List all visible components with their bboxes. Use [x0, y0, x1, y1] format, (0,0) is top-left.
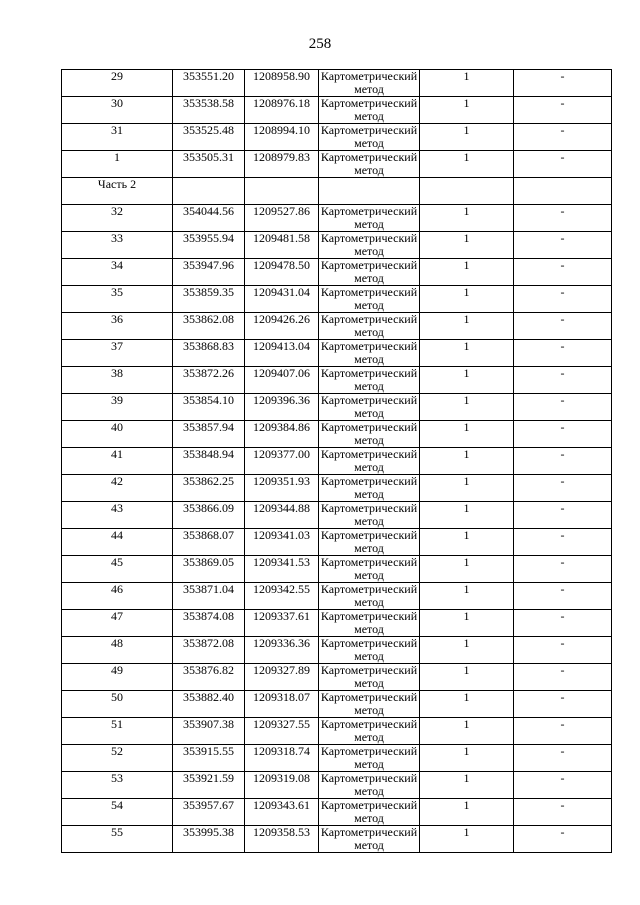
x-coordinate-cell: 353525.48: [173, 124, 245, 151]
note-cell: -: [514, 664, 612, 691]
accuracy-cell: 1: [420, 637, 514, 664]
empty-cell: [514, 178, 612, 205]
table-row: [62, 772, 612, 799]
accuracy-cell: 1: [420, 610, 514, 637]
point-number-cell: 53: [62, 772, 173, 799]
table-row: [62, 637, 612, 664]
x-coordinate-cell: 353868.07: [173, 529, 245, 556]
method-cell: Картометрический метод: [319, 664, 420, 691]
point-number-cell: 47: [62, 610, 173, 637]
note-cell: -: [514, 367, 612, 394]
point-number-cell: 39: [62, 394, 173, 421]
accuracy-cell: 1: [420, 475, 514, 502]
method-cell: Картометрический метод: [319, 151, 420, 178]
note-cell: -: [514, 205, 612, 232]
note-cell: -: [514, 799, 612, 826]
part-header-row: [62, 178, 612, 205]
empty-cell: [319, 178, 420, 205]
y-coordinate-cell: 1209431.04: [245, 286, 319, 313]
x-coordinate-cell: 353915.55: [173, 745, 245, 772]
x-coordinate-cell: 353882.40: [173, 691, 245, 718]
y-coordinate-cell: 1209384.86: [245, 421, 319, 448]
table-row: [62, 448, 612, 475]
table-row: [62, 664, 612, 691]
method-cell: Картометрический метод: [319, 286, 420, 313]
y-coordinate-cell: 1209377.00: [245, 448, 319, 475]
point-number-cell: 42: [62, 475, 173, 502]
point-number-cell: 32: [62, 205, 173, 232]
point-number-cell: 41: [62, 448, 173, 475]
method-cell: Картометрический метод: [319, 232, 420, 259]
note-cell: -: [514, 286, 612, 313]
x-coordinate-cell: 353848.94: [173, 448, 245, 475]
note-cell: -: [514, 340, 612, 367]
method-cell: Картометрический метод: [319, 826, 420, 853]
coordinates-table: [61, 69, 612, 853]
note-cell: -: [514, 583, 612, 610]
note-cell: -: [514, 313, 612, 340]
table-row: [62, 556, 612, 583]
x-coordinate-cell: 353862.08: [173, 313, 245, 340]
y-coordinate-cell: 1208976.18: [245, 97, 319, 124]
method-cell: Картометрический метод: [319, 97, 420, 124]
x-coordinate-cell: 353868.83: [173, 340, 245, 367]
accuracy-cell: 1: [420, 718, 514, 745]
point-number-cell: 45: [62, 556, 173, 583]
note-cell: -: [514, 259, 612, 286]
note-cell: -: [514, 718, 612, 745]
method-cell: Картометрический метод: [319, 70, 420, 97]
point-number-cell: 48: [62, 637, 173, 664]
y-coordinate-cell: 1209318.74: [245, 745, 319, 772]
y-coordinate-cell: 1209336.36: [245, 637, 319, 664]
y-coordinate-cell: 1209341.53: [245, 556, 319, 583]
point-number-cell: 44: [62, 529, 173, 556]
y-coordinate-cell: 1209351.93: [245, 475, 319, 502]
method-cell: Картометрический метод: [319, 745, 420, 772]
accuracy-cell: 1: [420, 70, 514, 97]
accuracy-cell: 1: [420, 529, 514, 556]
table-row: [62, 421, 612, 448]
accuracy-cell: 1: [420, 124, 514, 151]
note-cell: -: [514, 70, 612, 97]
note-cell: -: [514, 529, 612, 556]
x-coordinate-cell: 353995.38: [173, 826, 245, 853]
method-cell: Картометрический метод: [319, 340, 420, 367]
x-coordinate-cell: 353921.59: [173, 772, 245, 799]
method-cell: Картометрический метод: [319, 772, 420, 799]
x-coordinate-cell: 353907.38: [173, 718, 245, 745]
table-row: [62, 97, 612, 124]
accuracy-cell: 1: [420, 205, 514, 232]
x-coordinate-cell: 354044.56: [173, 205, 245, 232]
note-cell: -: [514, 502, 612, 529]
y-coordinate-cell: 1209327.55: [245, 718, 319, 745]
y-coordinate-cell: 1209396.36: [245, 394, 319, 421]
point-number-cell: 31: [62, 124, 173, 151]
accuracy-cell: 1: [420, 799, 514, 826]
point-number-cell: 55: [62, 826, 173, 853]
empty-cell: [173, 178, 245, 205]
table-row: [62, 745, 612, 772]
note-cell: -: [514, 772, 612, 799]
y-coordinate-cell: 1208979.83: [245, 151, 319, 178]
x-coordinate-cell: 353551.20: [173, 70, 245, 97]
x-coordinate-cell: 353857.94: [173, 421, 245, 448]
table-row: [62, 826, 612, 853]
accuracy-cell: 1: [420, 502, 514, 529]
method-cell: Картометрический метод: [319, 691, 420, 718]
point-number-cell: 49: [62, 664, 173, 691]
x-coordinate-cell: 353859.35: [173, 286, 245, 313]
accuracy-cell: 1: [420, 691, 514, 718]
y-coordinate-cell: 1209342.55: [245, 583, 319, 610]
accuracy-cell: 1: [420, 664, 514, 691]
note-cell: -: [514, 448, 612, 475]
method-cell: Картометрический метод: [319, 583, 420, 610]
table-row: [62, 529, 612, 556]
y-coordinate-cell: 1209413.04: [245, 340, 319, 367]
table-row: [62, 718, 612, 745]
table-row: [62, 394, 612, 421]
y-coordinate-cell: 1209481.58: [245, 232, 319, 259]
accuracy-cell: 1: [420, 232, 514, 259]
method-cell: Картометрический метод: [319, 475, 420, 502]
y-coordinate-cell: 1209358.53: [245, 826, 319, 853]
table-row: [62, 691, 612, 718]
note-cell: -: [514, 232, 612, 259]
note-cell: -: [514, 421, 612, 448]
point-number-cell: 1: [62, 151, 173, 178]
method-cell: Картометрический метод: [319, 367, 420, 394]
accuracy-cell: 1: [420, 151, 514, 178]
accuracy-cell: 1: [420, 583, 514, 610]
accuracy-cell: 1: [420, 340, 514, 367]
note-cell: -: [514, 124, 612, 151]
note-cell: -: [514, 745, 612, 772]
table-row: [62, 259, 612, 286]
note-cell: -: [514, 610, 612, 637]
accuracy-cell: 1: [420, 556, 514, 583]
point-number-cell: 36: [62, 313, 173, 340]
point-number-cell: 52: [62, 745, 173, 772]
x-coordinate-cell: 353538.58: [173, 97, 245, 124]
accuracy-cell: 1: [420, 448, 514, 475]
point-number-cell: 46: [62, 583, 173, 610]
y-coordinate-cell: 1209318.07: [245, 691, 319, 718]
table-row: [62, 583, 612, 610]
method-cell: Картометрический метод: [319, 718, 420, 745]
accuracy-cell: 1: [420, 421, 514, 448]
table-row: [62, 502, 612, 529]
coordinates-table-body: [62, 70, 612, 853]
point-number-cell: 30: [62, 97, 173, 124]
point-number-cell: 34: [62, 259, 173, 286]
x-coordinate-cell: 353505.31: [173, 151, 245, 178]
table-row: [62, 313, 612, 340]
method-cell: Картометрический метод: [319, 610, 420, 637]
accuracy-cell: 1: [420, 394, 514, 421]
page-number: 258: [308, 36, 332, 52]
table-row: [62, 70, 612, 97]
method-cell: Картометрический метод: [319, 124, 420, 151]
table-row: [62, 205, 612, 232]
point-number-cell: 54: [62, 799, 173, 826]
y-coordinate-cell: 1209319.08: [245, 772, 319, 799]
table-row: [62, 124, 612, 151]
note-cell: -: [514, 637, 612, 664]
empty-cell: [420, 178, 514, 205]
table-row: [62, 340, 612, 367]
method-cell: Картометрический метод: [319, 556, 420, 583]
method-cell: Картометрический метод: [319, 529, 420, 556]
accuracy-cell: 1: [420, 826, 514, 853]
table-row: [62, 475, 612, 502]
method-cell: Картометрический метод: [319, 637, 420, 664]
method-cell: Картометрический метод: [319, 259, 420, 286]
method-cell: Картометрический метод: [319, 313, 420, 340]
note-cell: -: [514, 151, 612, 178]
accuracy-cell: 1: [420, 259, 514, 286]
empty-cell: [245, 178, 319, 205]
method-cell: Картометрический метод: [319, 421, 420, 448]
note-cell: -: [514, 826, 612, 853]
table-row: [62, 232, 612, 259]
y-coordinate-cell: 1209327.89: [245, 664, 319, 691]
method-cell: Картометрический метод: [319, 394, 420, 421]
point-number-cell: 50: [62, 691, 173, 718]
method-cell: Картометрический метод: [319, 205, 420, 232]
y-coordinate-cell: 1209527.86: [245, 205, 319, 232]
point-number-cell: 29: [62, 70, 173, 97]
table-row: [62, 286, 612, 313]
point-number-cell: 37: [62, 340, 173, 367]
note-cell: -: [514, 691, 612, 718]
y-coordinate-cell: 1209341.03: [245, 529, 319, 556]
x-coordinate-cell: 353871.04: [173, 583, 245, 610]
note-cell: -: [514, 475, 612, 502]
table-row: [62, 151, 612, 178]
part-label: Часть 2: [62, 178, 173, 205]
note-cell: -: [514, 394, 612, 421]
point-number-cell: 38: [62, 367, 173, 394]
y-coordinate-cell: 1209337.61: [245, 610, 319, 637]
y-coordinate-cell: 1209478.50: [245, 259, 319, 286]
table-row: [62, 799, 612, 826]
y-coordinate-cell: 1209426.26: [245, 313, 319, 340]
method-cell: Картометрический метод: [319, 799, 420, 826]
point-number-cell: 51: [62, 718, 173, 745]
y-coordinate-cell: 1209343.61: [245, 799, 319, 826]
table-row: [62, 610, 612, 637]
x-coordinate-cell: 353869.05: [173, 556, 245, 583]
point-number-cell: 33: [62, 232, 173, 259]
point-number-cell: 40: [62, 421, 173, 448]
table-row: [62, 367, 612, 394]
x-coordinate-cell: 353872.26: [173, 367, 245, 394]
y-coordinate-cell: 1209344.88: [245, 502, 319, 529]
x-coordinate-cell: 353866.09: [173, 502, 245, 529]
method-cell: Картометрический метод: [319, 502, 420, 529]
method-cell: Картометрический метод: [319, 448, 420, 475]
y-coordinate-cell: 1208994.10: [245, 124, 319, 151]
x-coordinate-cell: 353862.25: [173, 475, 245, 502]
x-coordinate-cell: 353947.96: [173, 259, 245, 286]
accuracy-cell: 1: [420, 286, 514, 313]
x-coordinate-cell: 353872.08: [173, 637, 245, 664]
x-coordinate-cell: 353876.82: [173, 664, 245, 691]
x-coordinate-cell: 353955.94: [173, 232, 245, 259]
y-coordinate-cell: 1209407.06: [245, 367, 319, 394]
x-coordinate-cell: 353874.08: [173, 610, 245, 637]
note-cell: -: [514, 556, 612, 583]
accuracy-cell: 1: [420, 313, 514, 340]
accuracy-cell: 1: [420, 367, 514, 394]
accuracy-cell: 1: [420, 97, 514, 124]
point-number-cell: 43: [62, 502, 173, 529]
accuracy-cell: 1: [420, 745, 514, 772]
y-coordinate-cell: 1208958.90: [245, 70, 319, 97]
accuracy-cell: 1: [420, 772, 514, 799]
point-number-cell: 35: [62, 286, 173, 313]
note-cell: -: [514, 97, 612, 124]
x-coordinate-cell: 353957.67: [173, 799, 245, 826]
x-coordinate-cell: 353854.10: [173, 394, 245, 421]
